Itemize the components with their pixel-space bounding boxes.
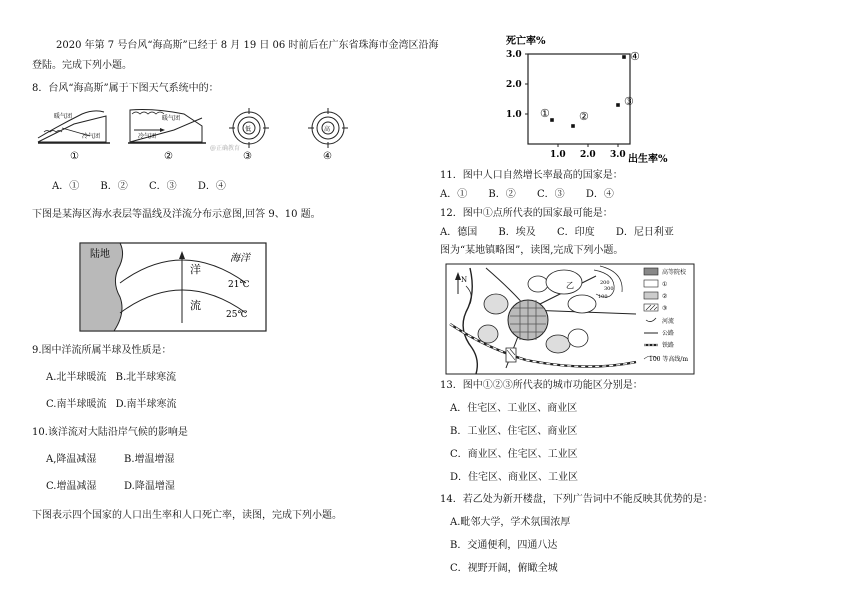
point-label-3: ③: [624, 95, 634, 108]
y-tick-label-0: 1.0: [506, 110, 522, 120]
data-point-3: [616, 103, 620, 107]
q9-10-intro: 下图是某海区海水表层等温线及洋流分布示意图,回答 9、10 题。: [32, 209, 321, 220]
data-point-1: [550, 118, 554, 122]
q8-option-a[interactable]: A．①: [52, 181, 80, 192]
diagram-number-3: ③: [243, 151, 252, 162]
q9-stem: 9.图中洋流所属半球及性质是：: [32, 345, 172, 356]
q9-option-b[interactable]: B.北半球寒流: [115, 372, 177, 383]
svg-text:河流: 河流: [662, 318, 675, 325]
q10-row-2: [46, 481, 175, 493]
q13-option-b[interactable]: B．工业区、住宅区、商业区: [450, 426, 578, 437]
q11-stem: 11．图中人口自然增长率最高的国家是：: [440, 170, 623, 181]
ocean-label: 海洋: [230, 253, 250, 264]
svg-text:N: N: [461, 276, 468, 284]
q12-option-c[interactable]: C．印度: [556, 227, 595, 238]
q13-option-a[interactable]: A．住宅区、工业区、商业区: [450, 403, 578, 414]
q11-12-intro: 下图表示四个国家的人口出生率和人口死亡率，读图，完成下列小题。: [32, 510, 342, 521]
point-label-1: ①: [540, 107, 550, 120]
svg-text:③: ③: [662, 305, 668, 312]
point-label-4: ④: [630, 50, 640, 63]
data-point-4: [622, 55, 626, 59]
chart-ylabel: 死亡率%: [506, 36, 546, 47]
x-tick-label-0: 1.0: [550, 150, 566, 160]
diagram-number-2: ②: [164, 151, 173, 162]
svg-text:公路: 公路: [662, 330, 675, 337]
z-location-label: 乙: [566, 281, 574, 290]
svg-text:①: ①: [662, 281, 668, 288]
q10-option-c[interactable]: C.增温减湿: [46, 481, 97, 492]
cold-air-label-1: 冷气团: [82, 133, 101, 140]
birth-death-rate-chart: [492, 32, 672, 167]
q12-option-a[interactable]: A．德国: [440, 227, 478, 238]
q11-option-c[interactable]: C．③: [536, 189, 565, 200]
q11-option-d[interactable]: D．④: [585, 189, 614, 200]
y-tick-label-2: 3.0: [506, 50, 522, 60]
q9-row-1: [46, 372, 176, 384]
x-tick-label-2: 3.0: [610, 150, 626, 160]
q13-option-c[interactable]: C．商业区、住宅区、工业区: [450, 449, 578, 460]
q8-option-b[interactable]: B．②: [100, 181, 128, 192]
current-char-1: 洋: [190, 263, 201, 276]
q11-options: [440, 189, 632, 201]
q11-option-b[interactable]: B．②: [488, 189, 516, 200]
q9-option-a[interactable]: A.北半球暖流: [46, 372, 107, 383]
isotherm-25: 25℃: [226, 310, 248, 320]
low-pressure-diagram: [210, 108, 269, 162]
warm-air-label-2: 暖气团: [162, 115, 181, 122]
q9-option-d[interactable]: D.南半球寒流: [115, 399, 177, 410]
high-label: 高: [324, 126, 331, 133]
q9-option-c[interactable]: C.南半球暖流: [46, 399, 107, 410]
q8-stem: 8．台风“海高斯”属于下图天气系统中的：: [32, 83, 219, 94]
current-char-2: 流: [190, 299, 201, 312]
svg-text:铁路: 铁路: [662, 342, 675, 349]
cold-front-diagram: [38, 111, 110, 162]
q13-option-d[interactable]: D．住宅区、商业区、工业区: [450, 472, 579, 483]
warm-air-label-1: 暖气团: [54, 113, 73, 120]
diagram-number-4: ④: [323, 151, 332, 162]
weather-systems-figure: [34, 104, 364, 166]
q14-option-b[interactable]: B．交通便利，四通八达: [450, 540, 558, 551]
point-label-2: ②: [579, 110, 589, 123]
q8-option-c[interactable]: C．③: [148, 181, 177, 192]
q8-options: [52, 181, 244, 193]
q14-option-a[interactable]: A.毗邻大学，学术氛围浓厚: [450, 517, 571, 528]
data-point-2: [571, 124, 575, 128]
contour-300: 300: [604, 286, 614, 292]
q10-option-a[interactable]: A,降温减湿: [46, 454, 97, 465]
low-label: 低: [245, 126, 252, 133]
intro-line-2: 登陆。完成下列小题。: [32, 60, 132, 71]
q11-option-a[interactable]: A．①: [440, 189, 468, 200]
warm-front-diagram: [128, 110, 206, 163]
isotherm-21: 21℃: [228, 280, 250, 290]
q13-14-intro: 图为“某地镇略图”，读图,完成下列小题。: [440, 245, 624, 256]
q10-row-1: [46, 454, 175, 466]
q12-stem: 12．图中①点所代表的国家最可能是：: [440, 208, 613, 219]
cold-air-label-2: 冷气团: [138, 133, 157, 140]
intro-line-1: 2020 年第 7 号台风“海高斯”已经于 8 月 19 日 06 时前后在广东省珠海市金湾区沿海: [56, 40, 439, 51]
contour-200: 200: [600, 280, 610, 286]
diagram-number-1: ①: [70, 151, 79, 162]
svg-text:高等院校: 高等院校: [662, 269, 687, 276]
q10-option-b[interactable]: B.增温增湿: [124, 454, 175, 465]
land-label: 陆地: [90, 249, 110, 260]
q10-option-d[interactable]: D.降温增湿: [124, 481, 175, 492]
y-tick-label-1: 2.0: [506, 80, 522, 90]
q8-option-d[interactable]: D．④: [197, 181, 226, 192]
q10-stem: 10.该洋流对大陆沿岸气候的影响是: [32, 427, 188, 438]
q13-stem: 13．图中①②③所代表的城市功能区分别是：: [440, 380, 643, 391]
svg-text:②: ②: [662, 293, 668, 300]
x-tick-label-1: 2.0: [580, 150, 596, 160]
q12-option-b[interactable]: B．埃及: [498, 227, 536, 238]
q14-stem: 14．若乙处为新开楼盘，下列广告词中不能反映其优势的是：: [440, 494, 713, 505]
ocean-current-figure: [80, 243, 270, 338]
q14-option-c[interactable]: C．视野开阔，俯瞰全城: [450, 563, 558, 574]
q9-row-2: [46, 399, 177, 411]
q12-options: [440, 227, 692, 239]
q12-option-d[interactable]: D．尼日利亚: [615, 227, 674, 238]
high-pressure-diagram: [308, 108, 348, 162]
svg-text:100 等高线/m: 100 等高线/m: [649, 356, 689, 363]
contour-100: 100: [598, 294, 608, 300]
watermark: @正确教育: [210, 145, 241, 152]
town-map-figure: [446, 264, 694, 376]
chart-xlabel: 出生率%: [628, 154, 668, 165]
